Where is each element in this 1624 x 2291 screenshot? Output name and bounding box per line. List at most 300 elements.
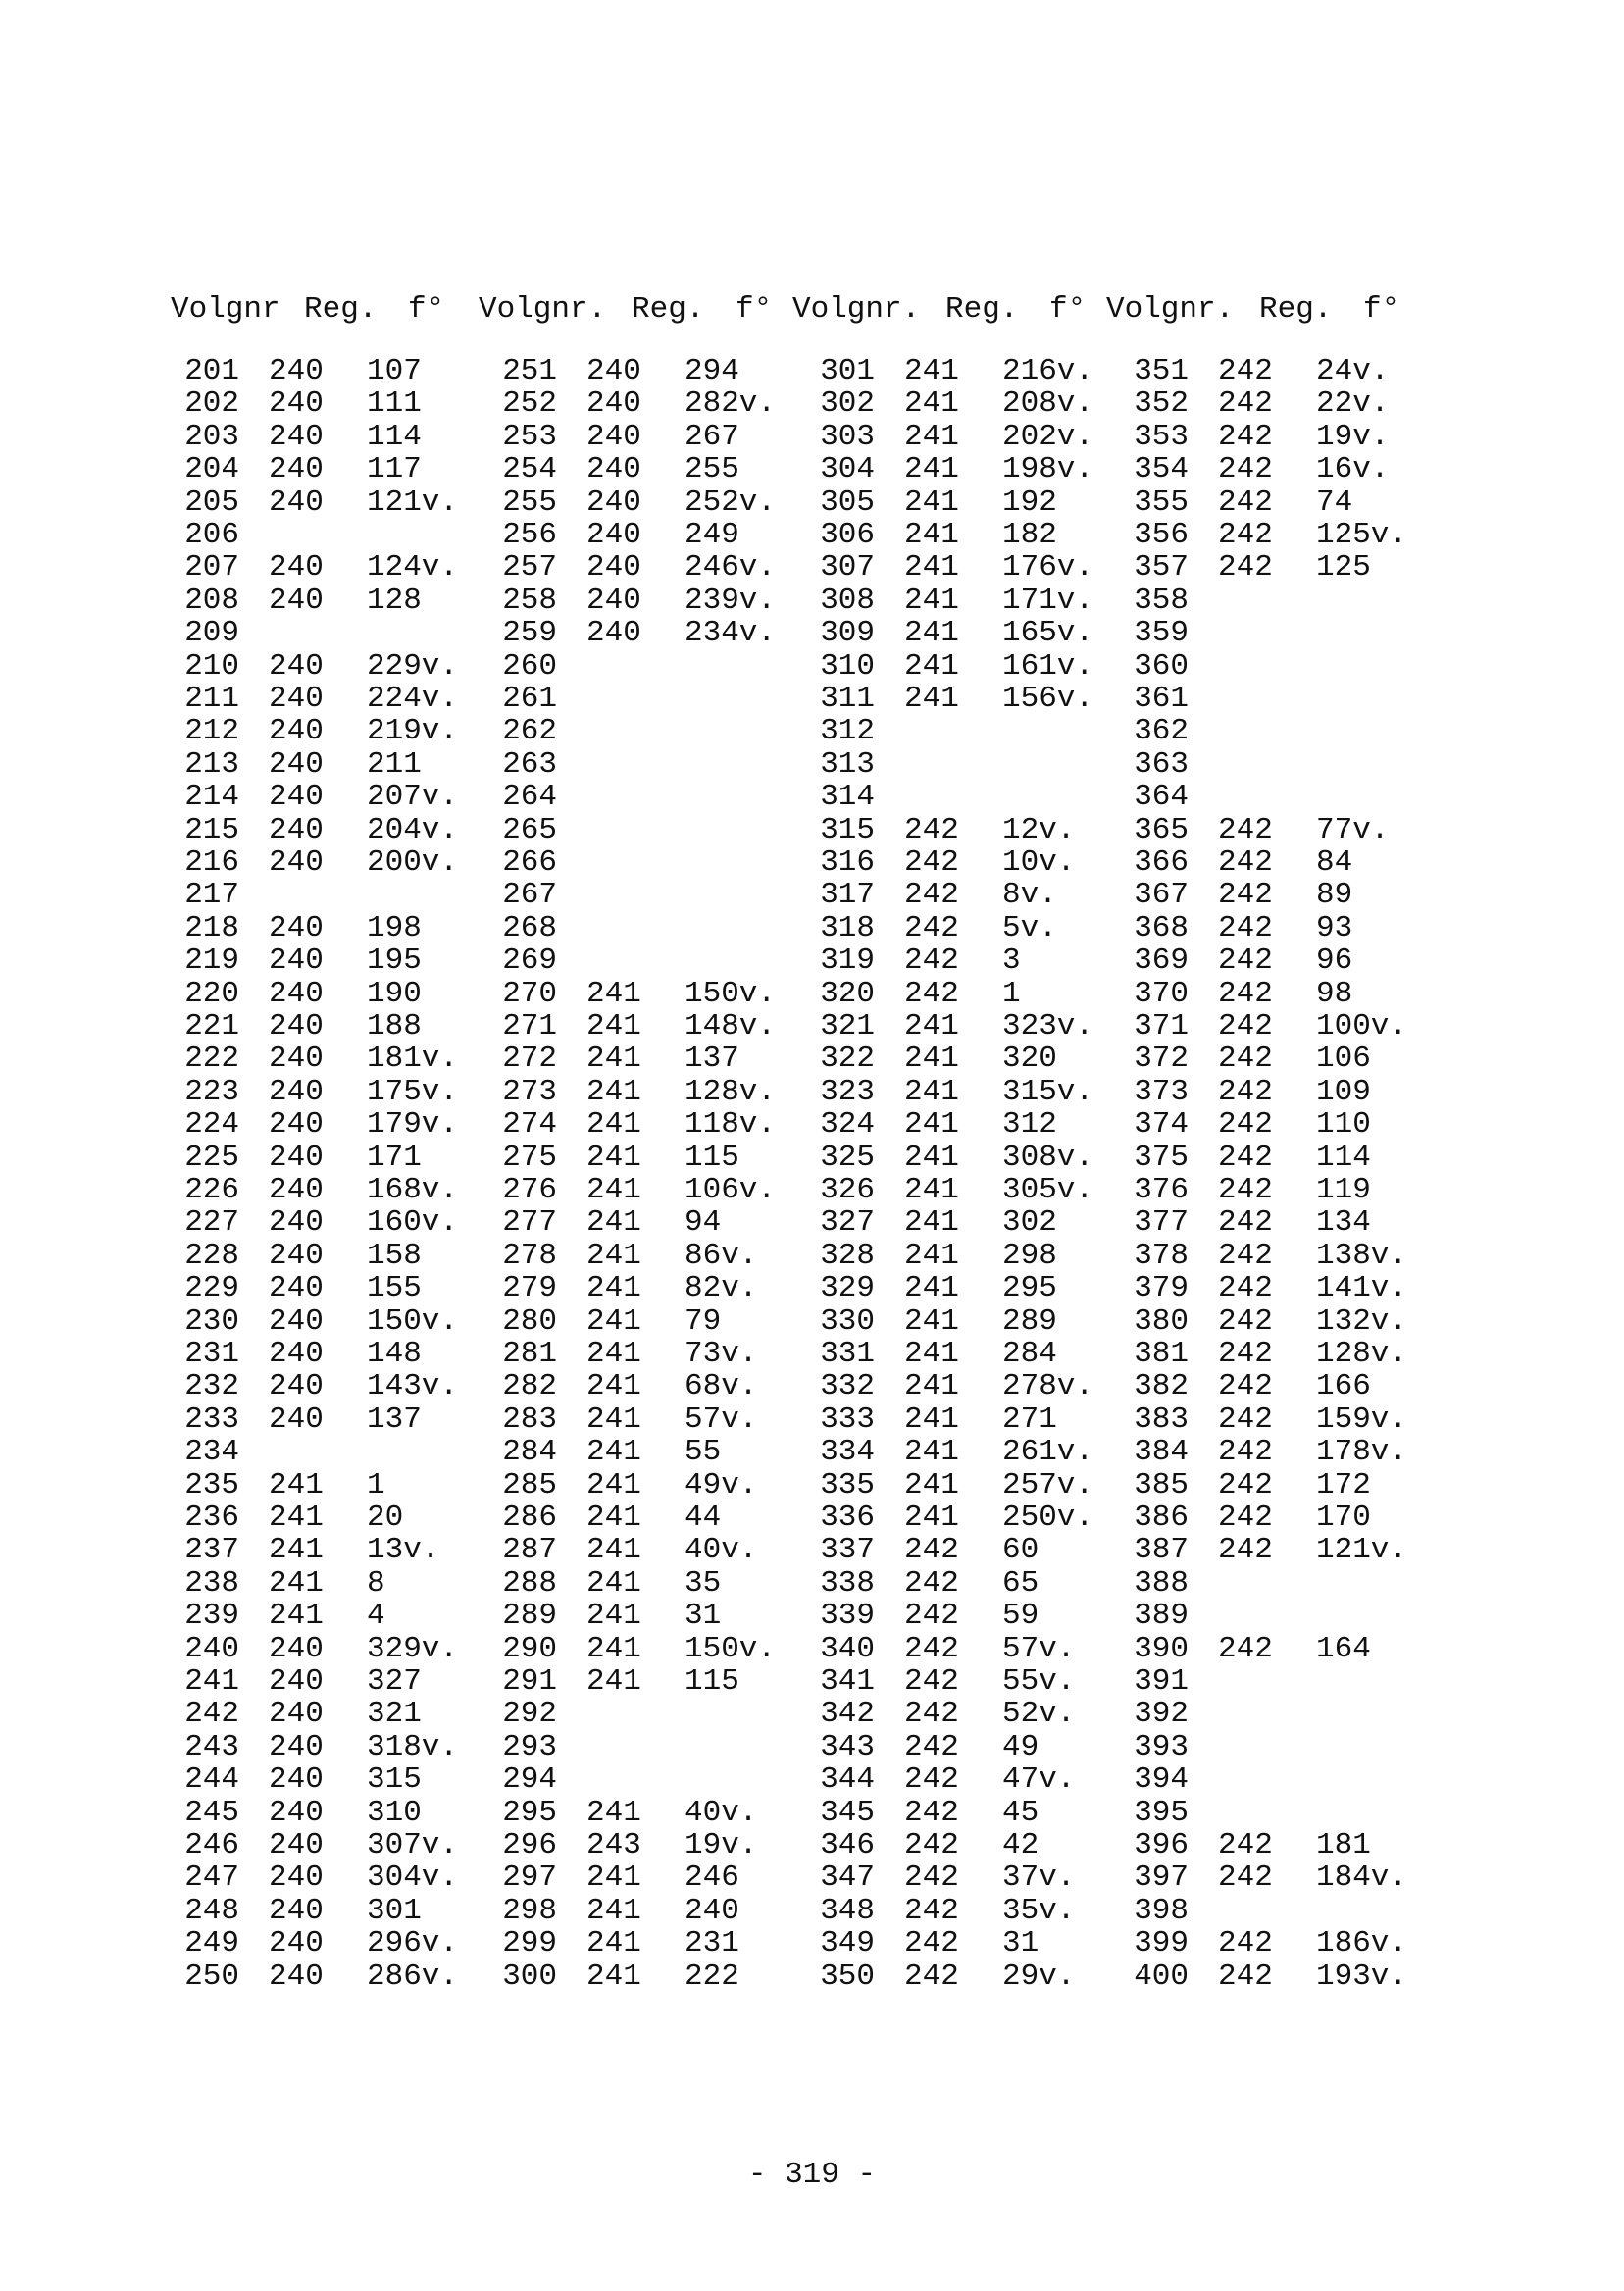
folio-cell: 327 (367, 1664, 422, 1699)
folio-cell: 211 (367, 747, 422, 782)
folio-cell: 166 (1316, 1369, 1371, 1403)
register-cell: 242 (1218, 1107, 1273, 1142)
volgnr-cell: 339 (820, 1599, 875, 1633)
folio-cell: 121v. (1316, 1533, 1408, 1567)
folio-cell: 249 (685, 518, 739, 552)
volgnr-cell: 389 (1134, 1599, 1189, 1633)
folio-cell (1316, 781, 1424, 813)
volgnr-cell: 352 (1134, 386, 1189, 421)
register-cell: 242 (904, 943, 959, 978)
register-cell: 242 (1218, 943, 1273, 978)
volgnr-cell: 379 (1134, 1271, 1189, 1305)
volgnr-cell: 330 (820, 1304, 875, 1339)
volgnr-cell: 344 (820, 1762, 875, 1797)
folio-cell (685, 1698, 792, 1730)
folio-cell (685, 748, 792, 781)
register-cell: 241 (904, 1173, 959, 1207)
folio-cell: 94 (685, 1205, 722, 1240)
volgnr-cell: 269 (502, 943, 557, 978)
volgnr-cell: 390 (1134, 1632, 1189, 1666)
register-cell (1218, 585, 1287, 617)
folio-cell: 49v. (685, 1468, 758, 1502)
folio-cell: 73v. (685, 1337, 758, 1371)
volgnr-cell: 367 (1134, 878, 1189, 912)
volgnr-cell: 253 (502, 420, 557, 454)
volgnr-cell: 265 (502, 813, 557, 847)
folio-cell: 31 (685, 1599, 722, 1633)
volgnr-cell: 276 (502, 1173, 557, 1207)
register-cell: 240 (586, 420, 641, 454)
volgnr-cell: 318 (820, 911, 875, 945)
volgnr-cell: 355 (1134, 485, 1189, 520)
volgnr-cell: 338 (820, 1566, 875, 1601)
register-cell: 241 (586, 1796, 641, 1830)
register-cell (904, 748, 973, 781)
volgnr-cell: 243 (184, 1730, 239, 1764)
folio-cell: 74 (1316, 485, 1353, 520)
register-cell (1218, 683, 1287, 715)
register-cell: 242 (904, 1762, 959, 1797)
volgnr-cell: 372 (1134, 1042, 1189, 1076)
folio-cell: 190 (367, 977, 422, 1011)
register-cell: 240 (586, 485, 641, 520)
volgnr-cell: 320 (820, 977, 875, 1011)
volgnr-cell: 251 (502, 354, 557, 388)
register-cell: 240 (269, 1304, 324, 1339)
volgnr-cell: 361 (1134, 682, 1189, 716)
folio-cell: 301 (367, 1894, 422, 1928)
register-cell (1218, 1895, 1287, 1927)
register-cell (1218, 1665, 1287, 1698)
volgnr-cell: 332 (820, 1369, 875, 1403)
volgnr-cell: 220 (184, 977, 239, 1011)
folio-cell (367, 879, 475, 911)
volgnr-cell: 392 (1134, 1697, 1189, 1731)
register-cell: 241 (904, 1271, 959, 1305)
folio-cell: 148 (367, 1337, 422, 1371)
folio-cell: 8 (367, 1566, 385, 1601)
register-cell: 242 (904, 1960, 959, 1994)
folio-cell (1316, 1698, 1424, 1730)
folio-cell: 55 (685, 1435, 722, 1469)
register-cell: 241 (904, 420, 959, 454)
volgnr-cell: 357 (1134, 550, 1189, 585)
volgnr-cell: 206 (184, 518, 239, 552)
volgnr-cell: 337 (820, 1533, 875, 1567)
folio-cell: 3 (1002, 943, 1021, 978)
register-cell: 242 (904, 977, 959, 1011)
register-cell (1218, 748, 1287, 781)
folio-cell: 125 (1316, 550, 1371, 585)
folio-cell (685, 846, 792, 879)
register-cell: 242 (1218, 1402, 1273, 1437)
volgnr-cell: 351 (1134, 354, 1189, 388)
volgnr-cell: 383 (1134, 1402, 1189, 1437)
register-cell (586, 748, 655, 781)
volgnr-cell: 307 (820, 550, 875, 585)
volgnr-cell: 376 (1134, 1173, 1189, 1207)
folio-cell: 84 (1316, 845, 1353, 880)
volgnr-cell: 327 (820, 1205, 875, 1240)
folio-cell: 302 (1002, 1205, 1057, 1240)
folio-cell: 137 (367, 1402, 422, 1437)
folio-cell (1316, 1797, 1424, 1829)
folio-cell: 255 (685, 452, 739, 486)
folio-cell: 16v. (1316, 452, 1390, 486)
folio-cell: 156v. (1002, 682, 1094, 716)
volgnr-cell: 212 (184, 714, 239, 748)
register-cell (269, 519, 337, 551)
volgnr-cell: 300 (502, 1960, 557, 1994)
folio-cell (685, 715, 792, 747)
volgnr-cell: 270 (502, 977, 557, 1011)
register-cell: 242 (1218, 1533, 1273, 1567)
volgnr-cell: 373 (1134, 1075, 1189, 1109)
folio-cell: 119 (1316, 1173, 1371, 1207)
register-cell: 242 (1218, 1304, 1273, 1339)
volgnr-cell: 205 (184, 485, 239, 520)
volgnr-cell: 214 (184, 780, 239, 814)
register-cell: 240 (269, 1828, 324, 1862)
volgnr-cell: 385 (1134, 1468, 1189, 1502)
register-cell (904, 715, 973, 747)
register-cell: 242 (1218, 1141, 1273, 1175)
register-cell: 241 (904, 1435, 959, 1469)
volgnr-cell: 221 (184, 1009, 239, 1044)
volgnr-cell: 268 (502, 911, 557, 945)
folio-cell: 202v. (1002, 420, 1094, 454)
header-cell: f° (1049, 292, 1087, 327)
register-cell: 241 (904, 1501, 959, 1535)
register-cell: 240 (269, 1926, 324, 1960)
volgnr-cell: 201 (184, 354, 239, 388)
volgnr-cell: 280 (502, 1304, 557, 1339)
register-cell (269, 617, 337, 649)
folio-cell: 186v. (1316, 1926, 1408, 1960)
folio-cell: 278v. (1002, 1369, 1094, 1403)
volgnr-cell: 238 (184, 1566, 239, 1601)
volgnr-cell: 399 (1134, 1926, 1189, 1960)
register-cell: 241 (904, 1468, 959, 1502)
register-cell: 241 (904, 386, 959, 421)
register-cell (1218, 617, 1287, 649)
register-cell: 242 (904, 845, 959, 880)
register-cell: 240 (269, 780, 324, 814)
folio-cell: 204v. (367, 813, 459, 847)
header-cell: Volgnr (171, 292, 280, 327)
folio-cell: 150v. (685, 1632, 777, 1666)
folio-cell: 24v. (1316, 354, 1390, 388)
folio-cell: 117 (367, 452, 422, 486)
volgnr-cell: 321 (820, 1009, 875, 1044)
folio-cell: 114 (367, 420, 422, 454)
folio-cell: 125v. (1316, 518, 1408, 552)
register-cell: 240 (586, 354, 641, 388)
folio-cell: 257v. (1002, 1468, 1094, 1502)
register-cell: 240 (269, 1402, 324, 1437)
folio-cell: 172 (1316, 1468, 1371, 1502)
volgnr-cell: 319 (820, 943, 875, 978)
volgnr-cell: 281 (502, 1337, 557, 1371)
register-cell: 242 (1218, 1468, 1273, 1502)
volgnr-cell: 377 (1134, 1205, 1189, 1240)
folio-cell: 182 (1002, 518, 1057, 552)
register-cell: 241 (904, 1369, 959, 1403)
register-cell (586, 715, 655, 747)
volgnr-cell: 388 (1134, 1566, 1189, 1601)
volgnr-cell: 305 (820, 485, 875, 520)
register-cell: 241 (586, 1860, 641, 1895)
volgnr-cell: 248 (184, 1894, 239, 1928)
volgnr-cell: 267 (502, 878, 557, 912)
folio-cell: 240 (685, 1894, 739, 1928)
register-cell: 240 (269, 649, 324, 684)
register-cell: 241 (586, 1566, 641, 1601)
volgnr-cell: 397 (1134, 1860, 1189, 1895)
folio-cell (1316, 1895, 1424, 1927)
register-cell: 240 (586, 452, 641, 486)
register-cell: 242 (1218, 1009, 1273, 1044)
volgnr-cell: 340 (820, 1632, 875, 1666)
register-cell (586, 1698, 655, 1730)
volgnr-cell: 350 (820, 1960, 875, 1994)
folio-cell: 47v. (1002, 1762, 1076, 1797)
folio-cell: 234v. (685, 616, 777, 650)
folio-cell: 271 (1002, 1402, 1057, 1437)
folio-cell: 289 (1002, 1304, 1057, 1339)
register-cell: 242 (1218, 813, 1273, 847)
folio-cell (367, 617, 475, 649)
header-cell: Reg. (632, 292, 705, 327)
folio-cell: 13v. (367, 1533, 440, 1567)
folio-cell: 22v. (1316, 386, 1390, 421)
folio-cell: 111 (367, 386, 422, 421)
folio-cell: 100v. (1316, 1009, 1408, 1044)
folio-cell: 198v. (1002, 452, 1094, 486)
volgnr-cell: 393 (1134, 1730, 1189, 1764)
register-cell: 242 (904, 1828, 959, 1862)
register-cell (269, 879, 337, 911)
header-cell: Reg. (304, 292, 378, 327)
volgnr-cell: 223 (184, 1075, 239, 1109)
register-cell: 241 (904, 518, 959, 552)
volgnr-cell: 274 (502, 1107, 557, 1142)
folio-cell (1316, 1731, 1424, 1763)
volgnr-cell: 387 (1134, 1533, 1189, 1567)
volgnr-cell: 394 (1134, 1762, 1189, 1797)
header-cell: Reg. (1259, 292, 1333, 327)
register-cell: 242 (1218, 452, 1273, 486)
volgnr-cell: 326 (820, 1173, 875, 1207)
register-cell: 242 (904, 1599, 959, 1633)
register-cell: 241 (904, 1239, 959, 1273)
folio-cell: 304v. (367, 1860, 459, 1895)
folio-cell: 320 (1002, 1042, 1057, 1076)
register-cell: 240 (269, 1632, 324, 1666)
volgnr-cell: 316 (820, 845, 875, 880)
volgnr-cell: 275 (502, 1141, 557, 1175)
folio-cell: 224v. (367, 682, 459, 716)
folio-cell: 160v. (367, 1205, 459, 1240)
register-cell: 240 (269, 1271, 324, 1305)
register-cell (586, 846, 655, 879)
register-cell: 241 (586, 1402, 641, 1437)
folio-cell (685, 1731, 792, 1763)
folio-cell: 40v. (685, 1796, 758, 1830)
volgnr-cell: 381 (1134, 1337, 1189, 1371)
folio-cell: 98 (1316, 977, 1353, 1011)
register-cell: 241 (904, 1402, 959, 1437)
register-cell: 241 (904, 616, 959, 650)
volgnr-cell: 232 (184, 1369, 239, 1403)
folio-cell: 252v. (685, 485, 777, 520)
volgnr-cell: 331 (820, 1337, 875, 1371)
register-cell: 242 (1218, 1337, 1273, 1371)
folio-cell (685, 683, 792, 715)
register-cell: 241 (586, 1173, 641, 1207)
register-cell: 241 (586, 1271, 641, 1305)
folio-cell (1316, 683, 1424, 715)
volgnr-cell: 216 (184, 845, 239, 880)
register-cell: 241 (586, 1107, 641, 1142)
volgnr-cell: 246 (184, 1828, 239, 1862)
volgnr-cell: 239 (184, 1599, 239, 1633)
volgnr-cell: 288 (502, 1566, 557, 1601)
folio-cell: 295 (1002, 1271, 1057, 1305)
volgnr-cell: 255 (502, 485, 557, 520)
volgnr-cell: 370 (1134, 977, 1189, 1011)
folio-cell: 42 (1002, 1828, 1040, 1862)
register-cell: 242 (1218, 1369, 1273, 1403)
volgnr-cell: 219 (184, 943, 239, 978)
register-cell: 242 (1218, 550, 1273, 585)
header-cell: f° (1363, 292, 1400, 327)
volgnr-cell: 360 (1134, 649, 1189, 684)
folio-cell: 308v. (1002, 1141, 1094, 1175)
volgnr-cell: 317 (820, 878, 875, 912)
volgnr-cell: 303 (820, 420, 875, 454)
folio-cell: 115 (685, 1664, 739, 1699)
volgnr-cell: 236 (184, 1501, 239, 1535)
register-cell: 240 (269, 1697, 324, 1731)
header-cell: Reg. (945, 292, 1019, 327)
folio-cell: 231 (685, 1926, 739, 1960)
folio-cell: 59 (1002, 1599, 1040, 1633)
volgnr-cell: 252 (502, 386, 557, 421)
register-cell: 240 (269, 452, 324, 486)
register-cell: 241 (269, 1599, 324, 1633)
folio-cell: 65 (1002, 1566, 1040, 1601)
page-number: - 319 - (747, 2158, 877, 2192)
folio-cell (1316, 1665, 1424, 1698)
register-cell: 240 (586, 616, 641, 650)
volgnr-cell: 378 (1134, 1239, 1189, 1273)
volgnr-cell: 312 (820, 714, 875, 748)
folio-cell: 192 (1002, 485, 1057, 520)
volgnr-cell: 308 (820, 584, 875, 618)
folio-cell: 35v. (1002, 1894, 1076, 1928)
folio-cell (685, 781, 792, 813)
register-cell: 240 (269, 1796, 324, 1830)
register-cell: 242 (1218, 911, 1273, 945)
register-cell: 242 (1218, 1042, 1273, 1076)
register-cell: 240 (269, 977, 324, 1011)
register-cell: 240 (269, 1205, 324, 1240)
folio-cell: 171 (367, 1141, 422, 1175)
folio-cell: 96 (1316, 943, 1353, 978)
folio-cell: 143v. (367, 1369, 459, 1403)
volgnr-cell: 358 (1134, 584, 1189, 618)
folio-cell: 107 (367, 354, 422, 388)
folio-cell (685, 814, 792, 846)
volgnr-cell: 313 (820, 747, 875, 782)
register-cell: 241 (904, 682, 959, 716)
register-cell: 242 (904, 1730, 959, 1764)
folio-cell (1316, 1763, 1424, 1796)
folio-cell: 12v. (1002, 813, 1076, 847)
folio-cell: 168v. (367, 1173, 459, 1207)
register-cell (1218, 1567, 1287, 1600)
register-cell: 241 (586, 1664, 641, 1699)
register-cell: 242 (1218, 1501, 1273, 1535)
register-cell: 240 (269, 1369, 324, 1403)
header-cell: f° (408, 292, 445, 327)
volgnr-cell: 261 (502, 682, 557, 716)
folio-cell: 208v. (1002, 386, 1094, 421)
volgnr-cell: 359 (1134, 616, 1189, 650)
volgnr-cell: 213 (184, 747, 239, 782)
folio-cell (1316, 585, 1424, 617)
volgnr-cell: 209 (184, 616, 239, 650)
register-cell: 241 (269, 1533, 324, 1567)
volgnr-cell: 334 (820, 1435, 875, 1469)
volgnr-cell: 277 (502, 1205, 557, 1240)
folio-cell: 128v. (685, 1075, 777, 1109)
volgnr-cell: 242 (184, 1697, 239, 1731)
folio-cell: 176v. (1002, 550, 1094, 585)
volgnr-cell: 284 (502, 1435, 557, 1469)
register-cell: 241 (586, 1075, 641, 1109)
volgnr-cell: 237 (184, 1533, 239, 1567)
register-cell: 240 (269, 1337, 324, 1371)
folio-cell: 109 (1316, 1075, 1371, 1109)
register-cell (586, 814, 655, 846)
folio-cell: 284 (1002, 1337, 1057, 1371)
volgnr-cell: 257 (502, 550, 557, 585)
folio-cell: 118v. (685, 1107, 777, 1142)
register-cell: 240 (269, 1960, 324, 1994)
volgnr-cell: 366 (1134, 845, 1189, 880)
register-cell: 242 (904, 1894, 959, 1928)
volgnr-cell: 258 (502, 584, 557, 618)
volgnr-cell: 302 (820, 386, 875, 421)
folio-cell: 128v. (1316, 1337, 1408, 1371)
register-cell: 241 (586, 977, 641, 1011)
register-cell: 241 (904, 1205, 959, 1240)
volgnr-cell: 228 (184, 1239, 239, 1273)
volgnr-cell: 289 (502, 1599, 557, 1633)
register-cell (586, 912, 655, 944)
volgnr-cell: 290 (502, 1632, 557, 1666)
volgnr-cell: 247 (184, 1860, 239, 1895)
volgnr-cell: 314 (820, 780, 875, 814)
folio-cell (1002, 715, 1110, 747)
register-cell (1218, 781, 1287, 813)
register-cell: 240 (586, 386, 641, 421)
folio-cell: 8v. (1002, 878, 1057, 912)
register-cell (586, 1763, 655, 1796)
volgnr-cell: 217 (184, 878, 239, 912)
